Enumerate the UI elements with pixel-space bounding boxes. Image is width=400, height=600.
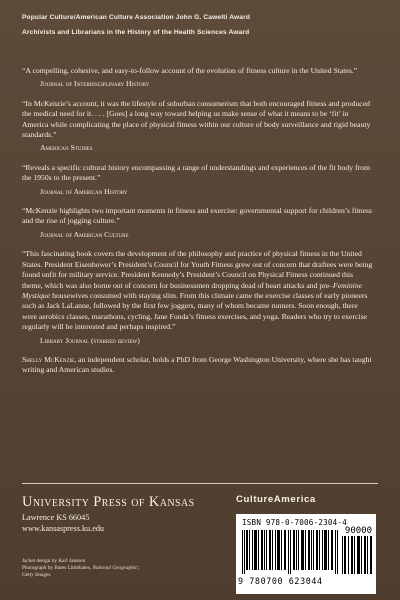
quote-block	[22, 249, 374, 346]
book-title-reference: Feminine Mystique	[22, 280, 363, 300]
quote-source-text: American Studies	[40, 143, 93, 153]
jacket-credits	[22, 558, 172, 579]
isbn-barcode-block	[236, 514, 376, 594]
quote-source-text: Journal of Interdisciplinary History	[40, 79, 150, 89]
award-line: Popular Culture/American Culture Association John G. Cawelti Award	[22, 14, 251, 21]
price-code: 90000	[344, 526, 372, 536]
quote-text: “McKenzie highlights two important moments in fitness and exercise: governmental support for children’s fitness and the rise of jogging culture.”	[22, 206, 372, 226]
quote-text: “A compelling, cohesive, and easy-to-follow account of the evolution of fitness culture in the United States.”	[22, 66, 358, 75]
quote-block	[22, 99, 374, 154]
quotes-section	[22, 66, 374, 383]
long-quote-text	[22, 249, 374, 332]
awards	[22, 14, 382, 44]
publisher-address	[22, 512, 104, 534]
author-name: Shelly McKenzie	[22, 354, 75, 364]
publisher-name: University Press of Kansas	[22, 494, 195, 510]
quote-source	[40, 143, 374, 153]
credit-punct: ;	[137, 565, 140, 571]
credit-design: Jacket design by Karl Janssen	[22, 558, 86, 564]
quote-source	[40, 79, 374, 89]
series-name: CultureAmerica	[236, 494, 316, 505]
credit-publication: National Geographic	[92, 565, 138, 571]
long-quote-part1: “This fascinating book covers the development of the philosophy and practice of physical fitness in the United States. President Eisenhower’s President’s Council for Youth Fitness grew out of concern that draftees were being found unfit for military service. President Kennedy’s President’s Council on Physical Fitness continued this theme, which was also borne out of concern for businessmen dropping dead of heart attacks and pre–	[22, 249, 373, 290]
author-bio-text: , an independent scholar, holds a PhD from George Washington University, where she has taught writing and American studies.	[22, 354, 372, 375]
credit-photo-text: Photograph by Bates Littlehales,	[22, 565, 93, 571]
long-quote-part2: housewives consumed with staying slim. From this climate came the exercise classes of early pioneers such as Jack LaLanne, followed by the first few joggers, many of whom became runners. Soon enough, there were aerobics classes, marathons, cycling, Jane Fonda’s fitness exercises, and yoga. Readers who try to exercise regularly will be interested and perhaps inspired.”	[22, 290, 368, 332]
publisher-city: Lawrence KS 66045	[22, 513, 90, 522]
quote-source-text: Library Journal (starred review)	[40, 335, 140, 345]
quote-source	[40, 336, 374, 346]
quote-source	[40, 187, 374, 197]
quote-block	[22, 66, 374, 90]
quote-text: “Reveals a specific cultural history encompassing a range of understandings and experiences of the fit body from the 1950s to the present.”	[22, 162, 370, 183]
quote-text: “In McKenzie’s account, it was the lifestyle of suburban consumerism that both encouraged fitness and produced the medical need for it. . . . [Goes] a long way toward helping us make sense of what it means to be ‘fit’ in America while complicating the place of physical fitness within our culture of body surveillance and rigid beauty standards.”	[22, 98, 371, 140]
award-line: Archivists and Librarians in the History of the Health Sciences Award	[22, 29, 250, 36]
quote-source-text: Journal of American Culture	[40, 229, 129, 239]
quote-block	[22, 206, 374, 240]
credit-agency: Getty Images	[22, 572, 51, 578]
quote-block	[22, 163, 374, 197]
author-bio	[22, 355, 374, 376]
isbn-label: ISBN 978-0-7006-2304-4	[242, 518, 347, 527]
price-barcode-icon	[342, 536, 372, 574]
barcode-icon	[242, 530, 338, 574]
divider-line	[22, 483, 378, 484]
publisher-url: www.kansaspress.ku.edu	[22, 524, 105, 533]
credit-photo	[22, 565, 172, 572]
ean-number: 9 780700 623044	[238, 576, 323, 586]
quote-source	[40, 230, 374, 240]
quote-source-text: Journal of American History	[40, 186, 128, 196]
